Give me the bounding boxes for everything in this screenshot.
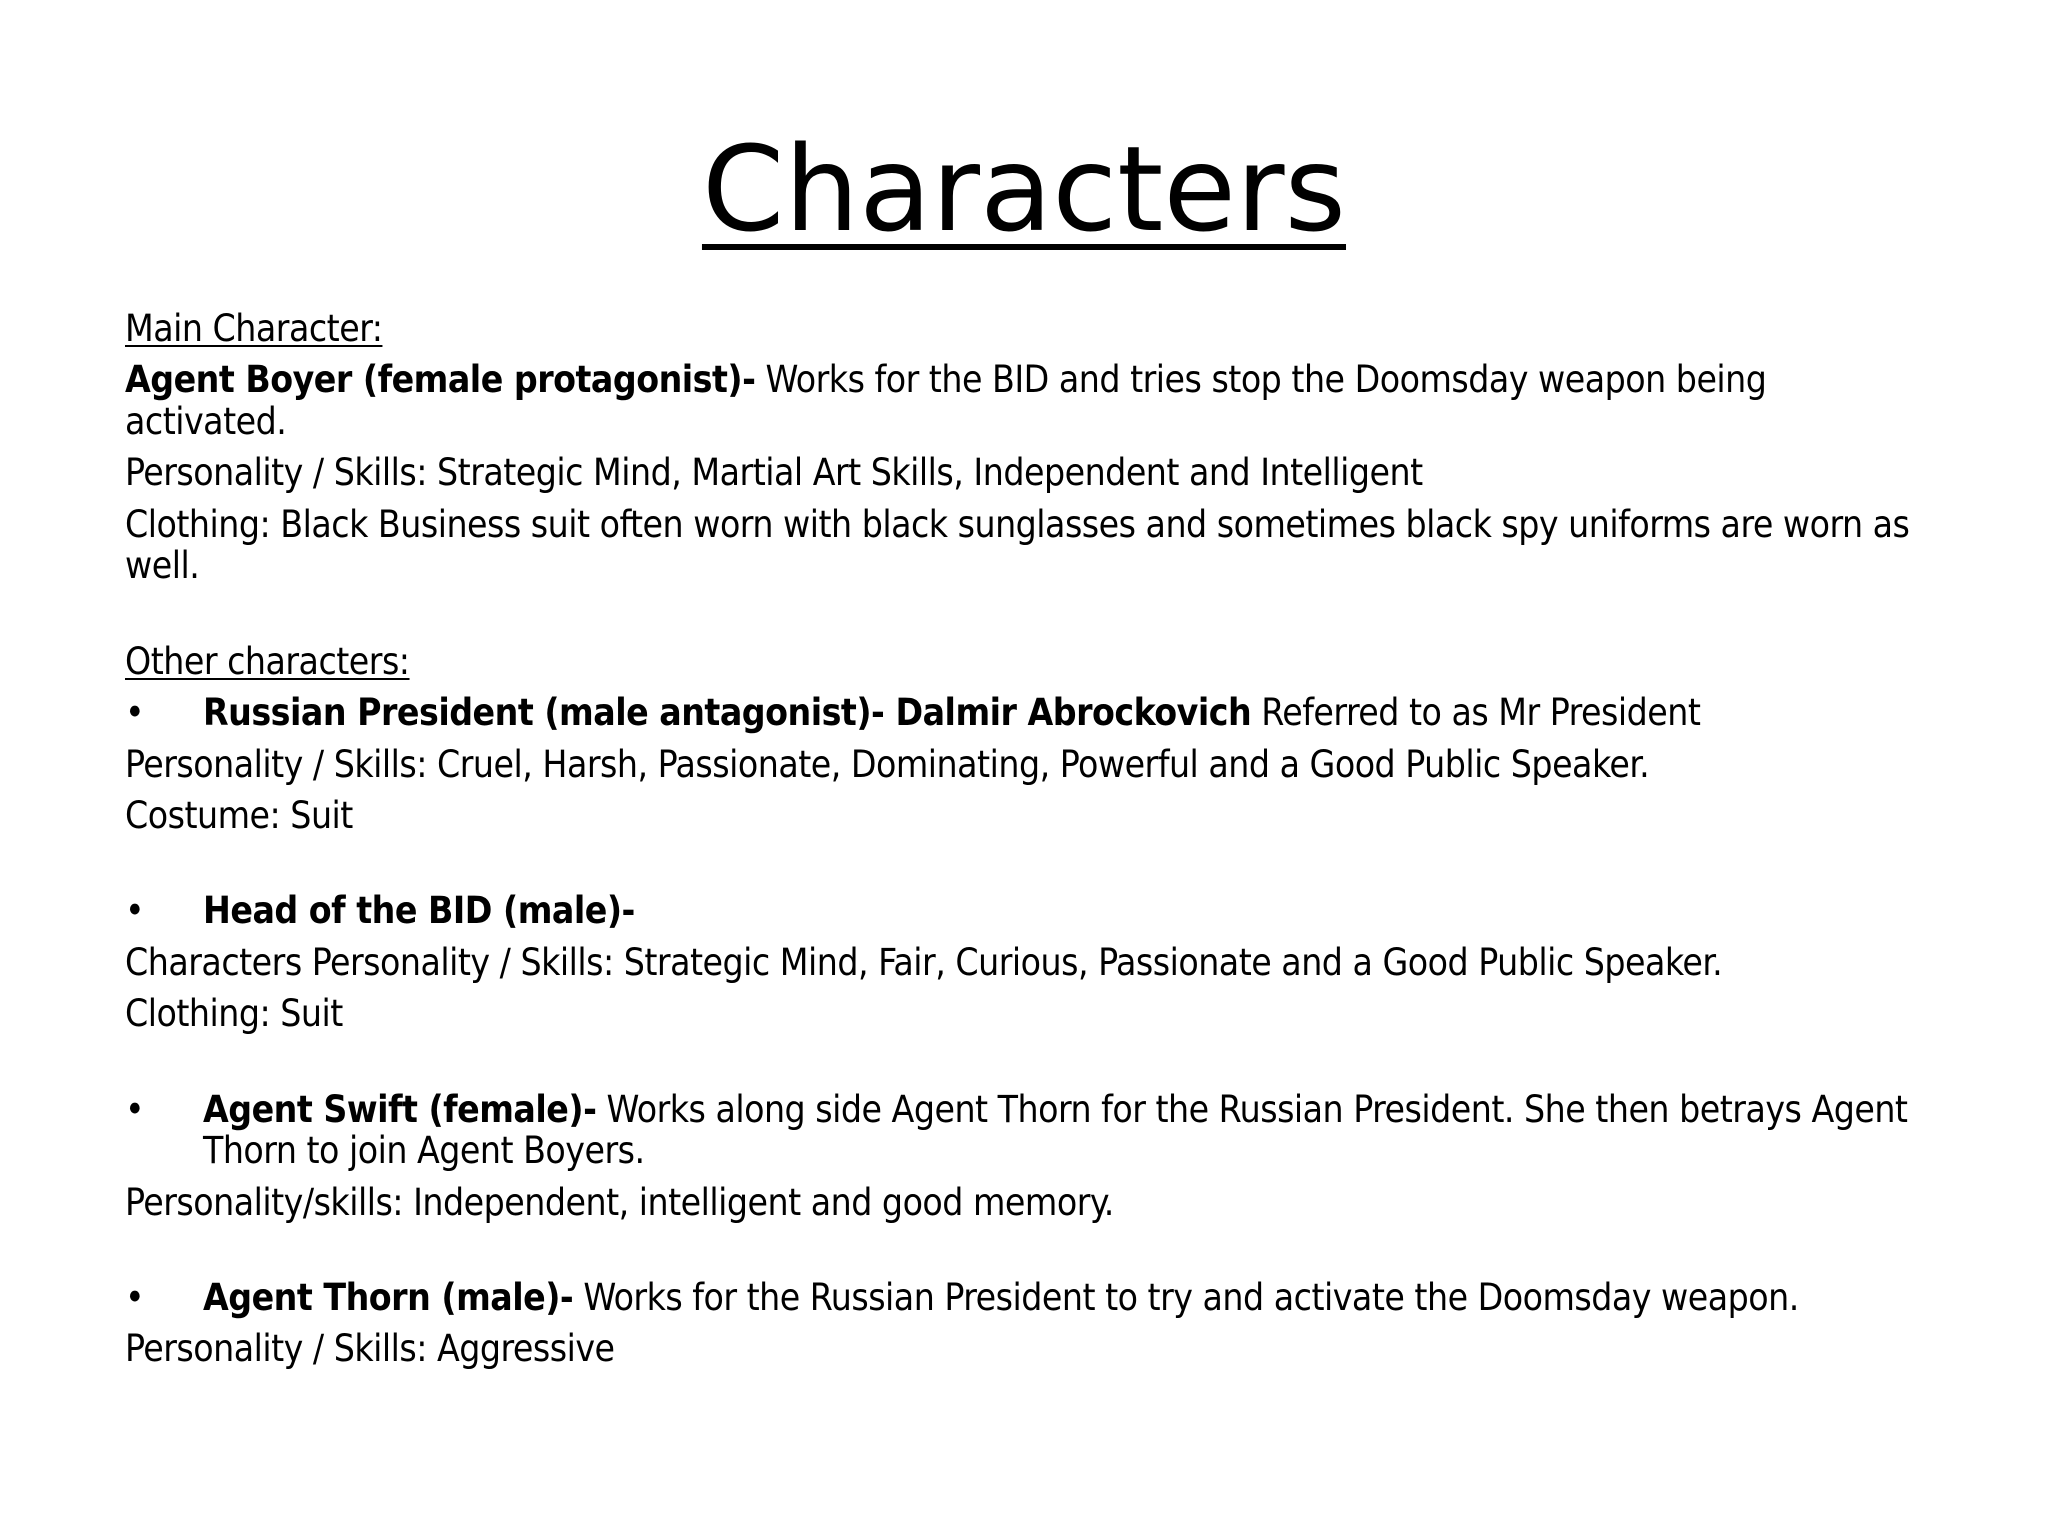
bullet-icon: • <box>125 889 145 933</box>
character-entry-thorn <box>125 1277 1935 1318</box>
bullet-icon: • <box>125 691 145 735</box>
slide-title-text: Characters <box>701 120 1347 258</box>
protagonist-description: Works for the BID and tries stop the Doomsday weapon being activated. <box>125 358 1767 443</box>
character-name: Russian President (male antagonist)- Dalmir Abrockovich <box>203 691 1252 735</box>
protagonist-clothing: Clothing: Black Business suit often worn with black sunglasses and sometimes black spy uniforms are worn as well. <box>125 502 1910 588</box>
character-entry-swift <box>125 1089 1935 1172</box>
character-name: Head of the BID (male)- <box>203 889 635 933</box>
character-personality: Characters Personality / Skills: Strategic Mind, Fair, Curious, Passionate and a Good Public Speaker. <box>125 940 1723 984</box>
spacer <box>125 1045 1935 1089</box>
protagonist-personality: Personality / Skills: Strategic Mind, Martial Art Skills, Independent and Intelligent <box>125 451 1423 495</box>
protagonist-entry <box>125 359 1935 442</box>
character-personality: Personality / Skills: Cruel, Harsh, Passionate, Dominating, Powerful and a Good Public Speaker. <box>125 742 1650 786</box>
main-character-heading: Main Character: <box>125 307 383 350</box>
spacer <box>125 846 1935 890</box>
character-entry-president <box>125 692 1935 733</box>
character-costume: Costume: Suit <box>125 793 353 837</box>
bullet-icon: • <box>125 1276 145 1319</box>
character-personality: Personality / Skills: Aggressive <box>125 1327 615 1371</box>
slide-body <box>125 308 1935 1380</box>
character-description: Works along side Agent Thorn for the Russian President. She then betrays Agent Thorn to join Agent Boyers. <box>203 1087 1908 1173</box>
character-name: Agent Swift (female)- <box>203 1087 597 1131</box>
character-name: Agent Thorn (male)- <box>203 1276 574 1319</box>
spacer <box>125 1233 1935 1277</box>
character-description: Referred to as Mr President <box>1251 691 1701 735</box>
protagonist-name: Agent Boyer (female protagonist)- <box>125 358 756 402</box>
character-entry-head-bid <box>125 890 1935 931</box>
bullet-icon: • <box>125 1087 145 1131</box>
character-personality: Personality/skills: Independent, intelligent and good memory. <box>125 1180 1114 1224</box>
spacer <box>125 597 1935 641</box>
character-description: Works for the Russian President to try and activate the Doomsday weapon. <box>573 1276 1799 1319</box>
other-characters-heading: Other characters: <box>125 639 410 683</box>
slide-title <box>0 120 2048 258</box>
character-clothing: Clothing: Suit <box>125 992 343 1036</box>
